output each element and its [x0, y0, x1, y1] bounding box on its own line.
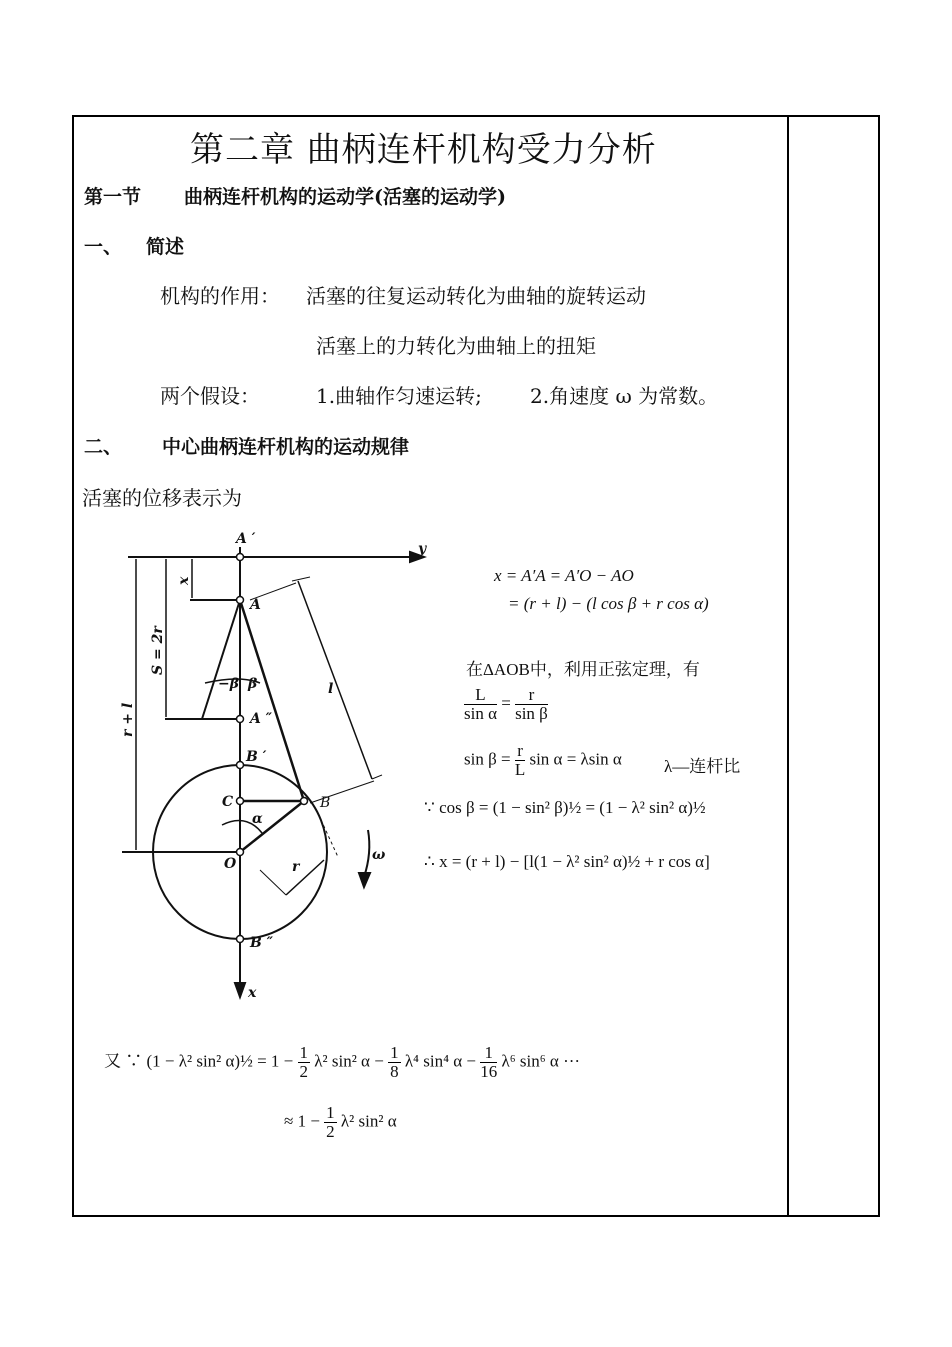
label-r-plus-l: r + l: [120, 702, 136, 737]
x-axis-arrow: [235, 983, 245, 997]
crank-mechanism-diagram: [110, 525, 427, 1005]
displacement-intro: 活塞的位移表示为: [82, 486, 242, 510]
series-expansion: 又 ∵ (1 − λ² sin² α)½ = 1 − $\frac{1}{2}$ λ² sin² α − $\frac{1}{8}$ λ⁴ sin⁴ α − $\frac{1}{16}$ λ⁶ sin⁶ α ···: [104, 1043, 581, 1081]
sine-rule-text: 在ΔAOB中，利用正弦定理，有: [466, 660, 700, 679]
lambda-note: λ—连杆比: [664, 757, 741, 776]
label-x-axis: x: [248, 985, 257, 1001]
part1-number: 一、: [84, 236, 123, 258]
crank-arm: [240, 801, 304, 852]
label-x-disp: x: [176, 576, 192, 585]
sine-rule-ratio: $\frac{L}{\text{sin α}}$ = $\frac{r}{\text{sin β}}$: [464, 685, 548, 723]
chapter-title: 第二章 曲柄连杆机构受力分析: [190, 130, 657, 170]
label-o: O: [224, 856, 237, 872]
equation-displacement: x = A′A = A′O − AO: [494, 566, 634, 585]
section-title: 曲柄连杆机构的运动学(活塞的运动学): [184, 186, 506, 208]
label-a-dprime: A ″: [250, 711, 272, 727]
label-a: A: [250, 597, 261, 613]
label-alpha: α: [252, 811, 263, 827]
part1-title: 简述: [146, 236, 185, 258]
label-c: C: [222, 794, 234, 810]
label-r: r: [292, 859, 300, 875]
margin-column-divider: [787, 115, 789, 1217]
label-y: y: [418, 541, 427, 557]
role-line-1: 活塞的往复运动转化为曲轴的旋转运动: [306, 284, 646, 308]
section-number: 第一节: [84, 186, 142, 208]
label-stroke: S = 2r: [150, 626, 166, 675]
part2-title: 中心曲柄连杆机构的运动规律: [162, 436, 410, 458]
label-omega: ω: [372, 847, 386, 863]
x-final-equation: ∴ x = (r + l) − [l(1 − λ² sin² α)½ + r cos α]: [424, 852, 710, 871]
label-b: B: [320, 795, 331, 811]
part2-number: 二、: [84, 436, 123, 458]
equation-displacement-expanded: = (r + l) − (l cos β + r cos α): [508, 594, 709, 613]
role-line-2: 活塞上的力转化为曲轴上的扭矩: [316, 334, 596, 358]
cos-beta-equation: ∵ cos β = (1 − sin² β)½ = (1 − λ² sin² α)½: [424, 798, 706, 817]
label-b-dprime: B ″: [250, 935, 273, 951]
assumption-2: 2.角速度 ω 为常数。: [530, 384, 719, 408]
label-neg-beta: −β: [218, 676, 240, 692]
assumption-label: 两个假设：: [160, 384, 260, 408]
assumption-1: 1.曲轴作匀速运转;: [316, 384, 482, 408]
label-l: l: [328, 681, 334, 697]
series-approximation: ≈ 1 − $\frac{1}{2}$ λ² sin² α: [284, 1103, 397, 1141]
label-beta: β: [248, 676, 258, 692]
label-b-prime: B ′: [246, 749, 267, 765]
role-label: 机构的作用：: [160, 284, 280, 308]
label-a-prime: A ′: [236, 531, 256, 547]
sin-beta-equation: sin β = $\frac{r}{L}$ sin α = λsin α: [464, 741, 622, 779]
